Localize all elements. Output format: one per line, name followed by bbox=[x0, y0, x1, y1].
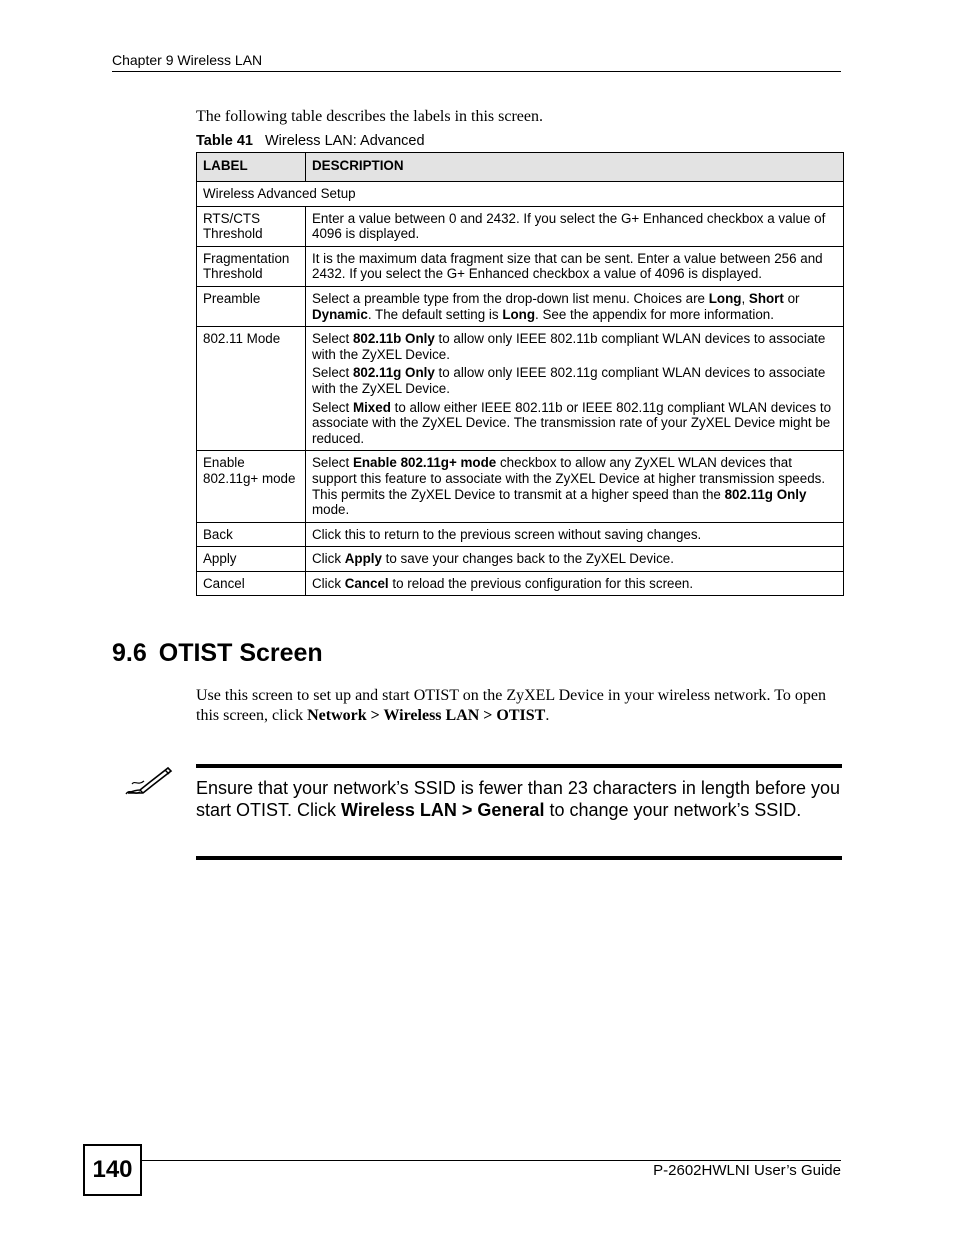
table-row bbox=[197, 522, 844, 547]
row-description bbox=[306, 547, 844, 572]
row-description bbox=[306, 451, 844, 522]
bold-text: 802.11g Only bbox=[724, 486, 807, 502]
text-run: Click bbox=[312, 551, 345, 567]
text-run: Click bbox=[312, 575, 345, 591]
text-run: or bbox=[783, 290, 800, 306]
row-label: RTS/CTS Threshold bbox=[197, 206, 306, 246]
table-section-row bbox=[197, 182, 844, 207]
column-header-description: DESCRIPTION bbox=[306, 153, 844, 182]
text-run: Select bbox=[312, 331, 353, 347]
bold-text: Cancel bbox=[344, 575, 389, 591]
page-number: 140 bbox=[83, 1144, 142, 1196]
bold-text: Long bbox=[502, 306, 536, 322]
text-run: , bbox=[741, 290, 749, 306]
text-run: Select bbox=[312, 365, 353, 381]
row-description bbox=[306, 327, 844, 451]
text-run: Select bbox=[312, 455, 353, 471]
text-run: Ensure that your network’s SSID is fewer than 23 characters in length before you start OTIST. Click bbox=[196, 778, 841, 820]
bold-text: Short bbox=[748, 290, 784, 306]
row-description bbox=[306, 246, 844, 286]
section-number: 9.6 bbox=[112, 639, 147, 667]
bold-text: Mixed bbox=[352, 399, 391, 415]
description-paragraph bbox=[312, 331, 837, 362]
bold-text: 802.11b Only bbox=[352, 331, 435, 347]
bold-text: 802.11g Only bbox=[352, 365, 435, 381]
intro-paragraph: The following table describes the labels in this screen. bbox=[196, 108, 544, 125]
text-run: It is the maximum data fragment size that can be sent. Enter a value between 256 and 2432. If you select the G+ Enhanced checkbox a value of 4096 is displayed. bbox=[312, 250, 823, 282]
text-run: checkbox to allow any ZyXEL WLAN devices that support this feature to associate with the ZyXEL Device at higher transmission speeds. This permits the ZyXEL Device to transmit at a higher speed than the bbox=[312, 455, 826, 502]
row-label: Enable 802.11g+ mode bbox=[197, 451, 306, 522]
note-top-rule bbox=[196, 764, 842, 768]
table-caption-title: Wireless LAN: Advanced bbox=[264, 133, 425, 149]
description-paragraph bbox=[312, 251, 837, 282]
section-row-cell: Wireless Advanced Setup bbox=[197, 182, 844, 207]
table-header-row bbox=[197, 153, 844, 182]
text-run: . The default setting is bbox=[367, 306, 503, 322]
section-heading bbox=[112, 639, 323, 668]
text-run: Use this screen to set up and start OTIST on the ZyXEL Device in your wireless network. To open this screen, click bbox=[196, 687, 826, 724]
row-label: Fragmentation Threshold bbox=[197, 246, 306, 286]
running-head: Chapter 9 Wireless LAN bbox=[112, 52, 263, 68]
table-caption bbox=[196, 133, 425, 149]
bold-text: Enable 802.11g+ mode bbox=[352, 455, 497, 471]
row-label: Back bbox=[197, 522, 306, 547]
description-paragraph bbox=[312, 576, 837, 592]
header-rule bbox=[112, 71, 841, 72]
bold-text: Apply bbox=[344, 551, 382, 567]
table-row bbox=[197, 327, 844, 451]
row-label: 802.11 Mode bbox=[197, 327, 306, 451]
table-row bbox=[197, 571, 844, 596]
text-run: Select bbox=[312, 399, 353, 415]
text-run: mode. bbox=[312, 502, 350, 518]
text-run: to reload the previous configuration for this screen. bbox=[388, 575, 694, 591]
row-label: Cancel bbox=[197, 571, 306, 596]
text-run: to allow only IEEE 802.11b compliant WLAN devices to associate with the ZyXEL Device. bbox=[312, 331, 826, 362]
table-row bbox=[197, 451, 844, 522]
text-run: Enter a value between 0 and 2432. If you select the G+ Enhanced checkbox a value of 4096 is displayed. bbox=[312, 210, 826, 242]
row-description bbox=[306, 522, 844, 547]
text-run: to change your network’s SSID. bbox=[544, 800, 802, 820]
bold-text: Network > Wireless LAN > OTIST bbox=[307, 707, 546, 724]
text-run: to allow only IEEE 802.11g compliant WLAN devices to associate with the ZyXEL Device. bbox=[312, 365, 826, 396]
description-paragraph bbox=[312, 365, 837, 396]
column-header-label: LABEL bbox=[197, 153, 306, 182]
text-run: to allow either IEEE 802.11b or IEEE 802.11g compliant WLAN devices to associate with the ZyXEL Device. The transmission rate of your ZyXEL Device might be reduced. bbox=[312, 399, 832, 446]
description-table bbox=[196, 152, 844, 596]
description-paragraph bbox=[312, 551, 837, 567]
text-run: Click this to return to the previous screen without saving changes. bbox=[312, 526, 702, 542]
text-run: . bbox=[545, 707, 550, 724]
row-description bbox=[306, 286, 844, 326]
table-caption-number: Table 41 bbox=[196, 133, 253, 149]
row-label: Preamble bbox=[197, 286, 306, 326]
description-paragraph bbox=[312, 211, 837, 242]
note-text bbox=[196, 777, 842, 821]
footer-rule bbox=[140, 1160, 841, 1161]
section-title: OTIST Screen bbox=[158, 639, 323, 667]
description-paragraph bbox=[312, 455, 837, 517]
row-description bbox=[306, 571, 844, 596]
description-paragraph bbox=[312, 400, 837, 447]
table-row bbox=[197, 286, 844, 326]
note-bottom-rule bbox=[196, 856, 842, 860]
description-paragraph bbox=[312, 291, 837, 322]
table-body bbox=[197, 182, 844, 596]
table-row bbox=[197, 547, 844, 572]
guide-title: P-2602HWLNI User’s Guide bbox=[653, 1162, 841, 1179]
table-row bbox=[197, 206, 844, 246]
bold-text: Long bbox=[708, 290, 742, 306]
text-run: to save your changes back to the ZyXEL Device. bbox=[381, 551, 674, 567]
description-paragraph bbox=[312, 527, 837, 543]
text-run: Select a preamble type from the drop-down list menu. Choices are bbox=[312, 290, 709, 306]
note-pencil-icon bbox=[124, 764, 174, 798]
section-body-paragraph bbox=[196, 686, 844, 726]
row-description bbox=[306, 206, 844, 246]
bold-text: Wireless LAN > General bbox=[341, 800, 545, 820]
bold-text: Dynamic bbox=[312, 306, 368, 322]
row-label: Apply bbox=[197, 547, 306, 572]
table-row bbox=[197, 246, 844, 286]
text-run: . See the appendix for more information. bbox=[535, 306, 774, 322]
